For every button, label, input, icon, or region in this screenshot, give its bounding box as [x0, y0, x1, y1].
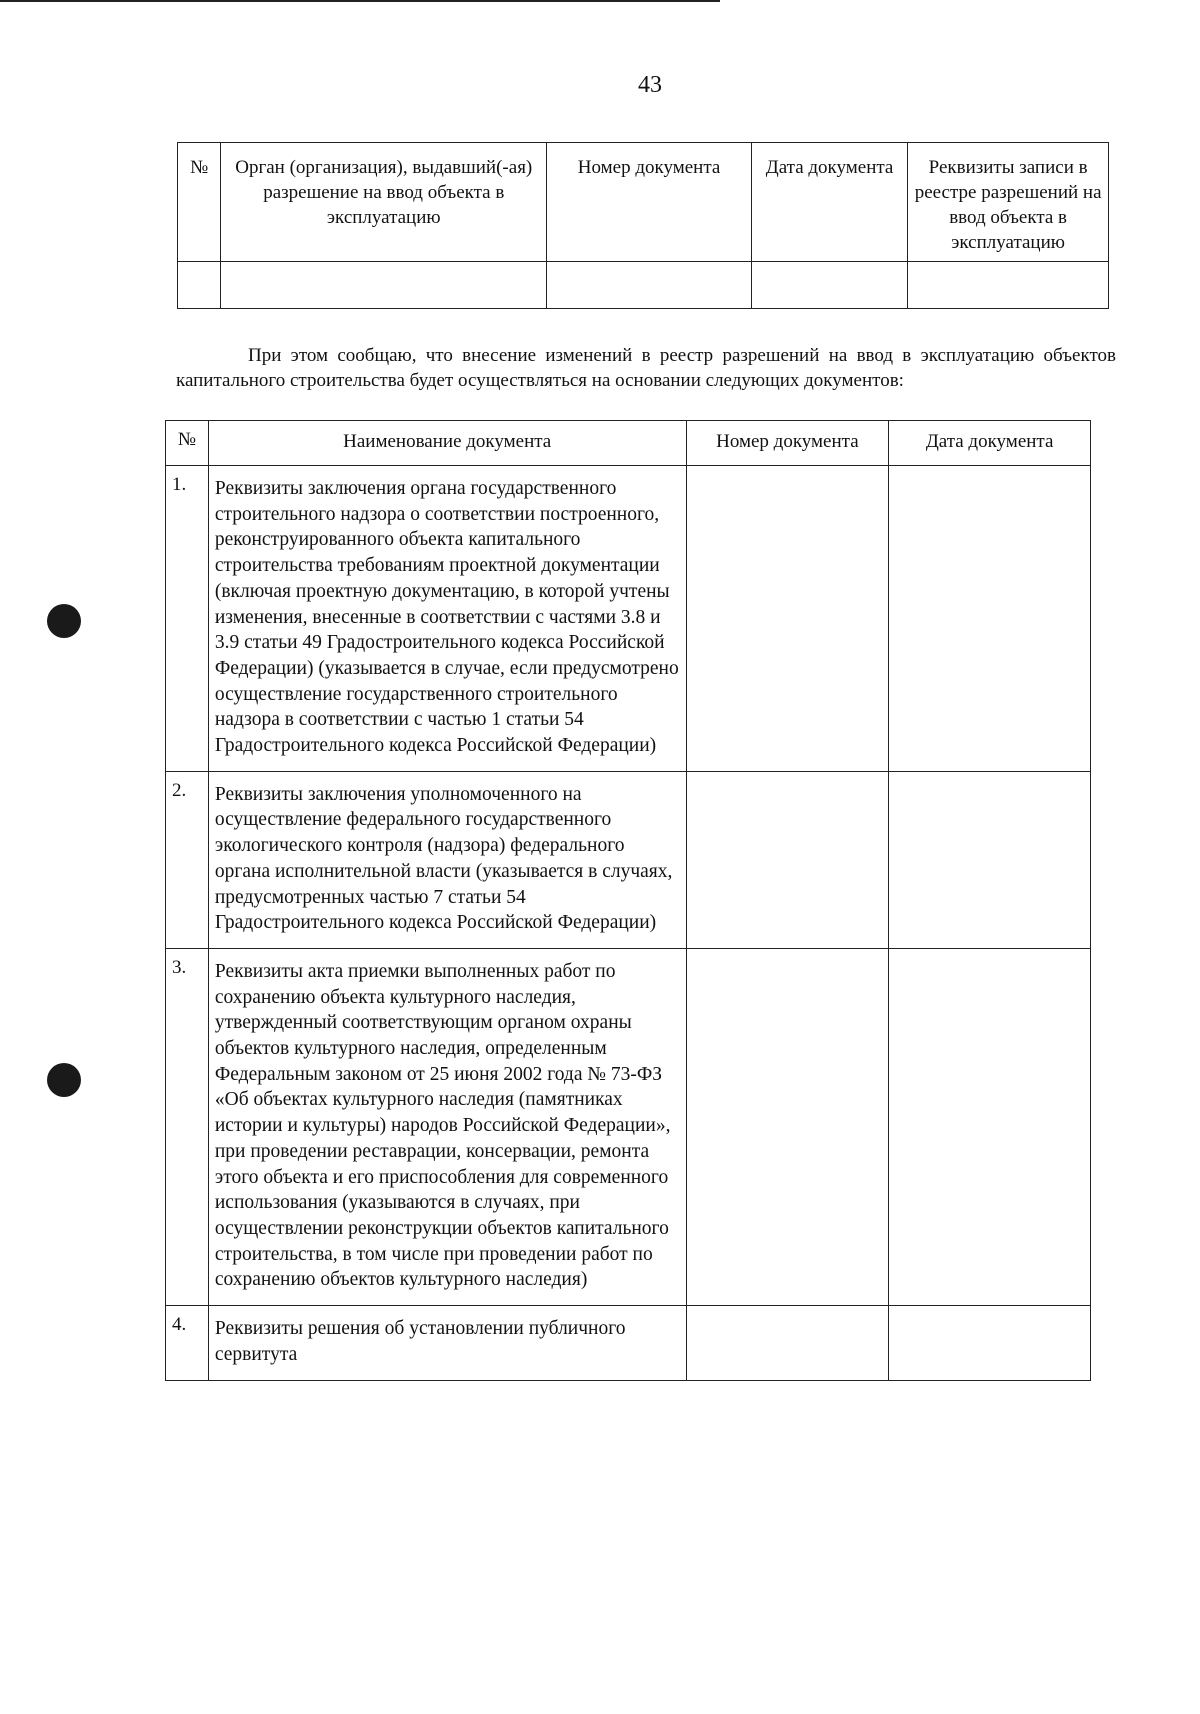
document-number-cell — [686, 466, 889, 772]
empty-cell — [908, 262, 1109, 309]
empty-cell — [178, 262, 221, 309]
document-date-cell — [889, 1306, 1091, 1380]
document-date-cell — [889, 466, 1091, 772]
paragraph-text: При этом сообщаю, что внесение изменений в реестр разрешений на ввод в эксплуатацию объектов капитального строительства будет осуществляться на основании следующих документов: — [176, 345, 1116, 391]
col-document-number-header: Номер документа — [686, 421, 889, 466]
permit-table — [177, 142, 1109, 309]
empty-cell — [221, 262, 547, 309]
col-registry-details-header: Реквизиты записи в реестре разрешений на ввод объекта в эксплуатацию — [908, 143, 1109, 262]
col-issuing-authority-header: Орган (организация), выдавший(-ая) разрешение на ввод объекта в эксплуатацию — [221, 143, 547, 262]
col-document-number-header: Номер документа — [547, 143, 752, 262]
col-document-date-header: Дата документа — [889, 421, 1091, 466]
col-document-name-header: Наименование документа — [208, 421, 686, 466]
body-paragraph — [176, 343, 1116, 393]
table-row — [166, 466, 1091, 772]
punch-hole-mark — [47, 604, 81, 638]
document-date-cell — [889, 771, 1091, 948]
row-number: 1. — [166, 466, 209, 772]
document-name: Реквизиты заключения органа государственного строительного надзора о соответствии построенного, реконструированного объекта капитального строительства требованиям проектной документации (включая проектную документацию, в которой учтены изменения, внесенные в соответствии с частями 3.8 и 3.9 статьи 49 Градостроительного кодекса Российской Федерации) (указывается в случае, если предусмотрено осуществление государственного строительного надзора в соответствии с частью 1 статьи 54 Градостроительного кодекса Российской Федерации) — [208, 466, 686, 772]
document-date-cell — [889, 948, 1091, 1305]
table-row — [166, 1306, 1091, 1380]
table-row — [166, 771, 1091, 948]
row-number: 4. — [166, 1306, 209, 1380]
document-number-cell — [686, 771, 889, 948]
punch-hole-mark — [47, 1063, 81, 1097]
row-number: 2. — [166, 771, 209, 948]
scan-top-rule — [0, 0, 720, 2]
empty-cell — [547, 262, 752, 309]
table-row — [166, 948, 1091, 1305]
col-number-header: № — [166, 421, 209, 466]
table-header-row — [166, 421, 1091, 466]
row-number: 3. — [166, 948, 209, 1305]
table-header-row — [178, 143, 1109, 262]
documents-table — [165, 420, 1091, 1381]
table-row — [178, 262, 1109, 309]
col-document-date-header: Дата документа — [751, 143, 907, 262]
document-name: Реквизиты заключения уполномоченного на осуществление федерального государственного экологического контроля (надзора) федерального органа исполнительной власти (указывается в случаях, предусмотренных частью 7 статьи 54 Градостроительного кодекса Российской Федерации) — [208, 771, 686, 948]
document-name: Реквизиты решения об установлении публичного сервитута — [208, 1306, 686, 1380]
document-number-cell — [686, 1306, 889, 1380]
document-name: Реквизиты акта приемки выполненных работ по сохранению объекта культурного наследия, утвержденный соответствующим органом охраны объектов культурного наследия, определенным Федеральным законом от 25 июня 2002 года № 73-ФЗ «Об объектах культурного наследия (памятниках истории и культуры) народов Российской Федерации», при проведении реставрации, консервации, ремонта этого объекта и его приспособления для современного использования (указываются в случаях, при осуществлении реконструкции объектов капитального строительства, в том числе при проведении работ по сохранению объектов культурного наследия) — [208, 948, 686, 1305]
document-number-cell — [686, 948, 889, 1305]
empty-cell — [751, 262, 907, 309]
col-number-header: № — [178, 143, 221, 262]
page-number: 43 — [638, 72, 662, 98]
